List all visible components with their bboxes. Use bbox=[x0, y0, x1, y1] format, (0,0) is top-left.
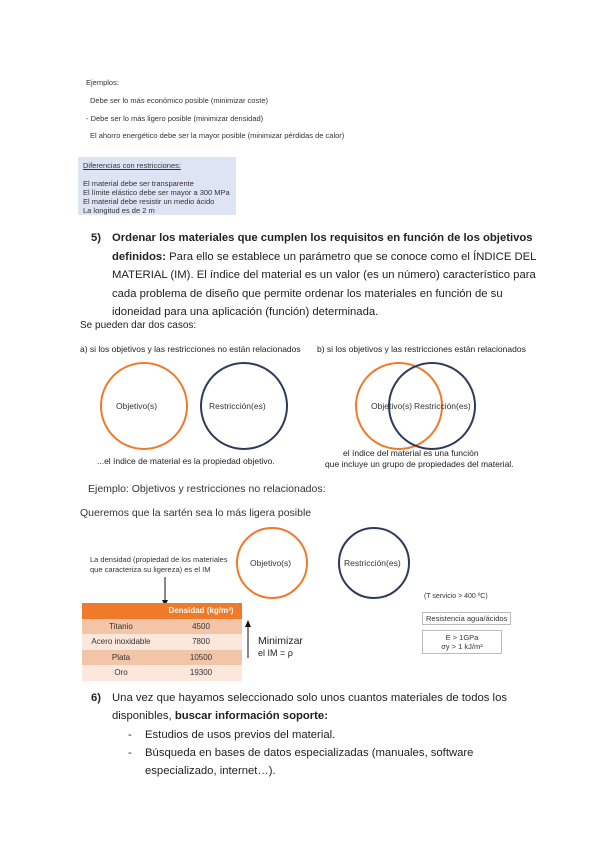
mechanical-restriction bbox=[422, 630, 502, 654]
step5-line: MATERIAL (IM). El índice del material es un valor (es un número) característico para bbox=[112, 269, 536, 281]
table-row bbox=[82, 665, 242, 681]
bullet-item: Búsqueda en bases de datos especializadas (manuales, software bbox=[145, 747, 474, 759]
table-cell: 7800 bbox=[160, 634, 242, 650]
density-note: que caracteriza su ligereza) es el IM bbox=[90, 565, 211, 574]
bullet-dash: - bbox=[128, 729, 132, 741]
restriction-label: Restricción(es) bbox=[209, 401, 266, 411]
table-row bbox=[82, 634, 242, 650]
objective-label: Objetivo(s) bbox=[250, 558, 292, 568]
restrictions-heading: Diferencias con restricciones: bbox=[83, 161, 181, 170]
table-cell: Titanio bbox=[82, 619, 160, 635]
table-cell: 10500 bbox=[160, 650, 242, 666]
restriction-line: El límite elástico debe ser mayor a 300 MPa bbox=[83, 188, 230, 197]
objective-label: Objetivo(s) bbox=[371, 401, 413, 411]
restriction-line: El material debe ser transparente bbox=[83, 179, 194, 188]
case-b-caption: que incluye un grupo de propiedades del material. bbox=[325, 459, 514, 469]
step5-number: 5) bbox=[91, 232, 102, 244]
acid-restriction: Resistencia agua/ácidos bbox=[422, 612, 511, 625]
minimize-label: Minimizar bbox=[258, 635, 303, 647]
mech-line: E > 1GPa bbox=[445, 633, 479, 642]
mech-line: σy > 1 kJ/m² bbox=[441, 642, 483, 651]
objective-label: Objetivo(s) bbox=[116, 401, 158, 411]
bullet-item-continued: especializado, internet…). bbox=[145, 765, 276, 777]
step6-number: 6) bbox=[91, 692, 102, 704]
table-cell: 19300 bbox=[160, 665, 242, 681]
table-row bbox=[82, 619, 242, 635]
step6-line: Una vez que hayamos seleccionado solo unos cuantos materiales de todos los bbox=[112, 692, 507, 704]
step5-line: Para ello se establece un parámetro que se conoce como el ÍNDICE DEL bbox=[165, 250, 537, 263]
case-b-caption: el índice del material es una función bbox=[343, 448, 479, 458]
bullet-item: Estudios de usos previos del material. bbox=[145, 729, 336, 741]
table-cell: Oro bbox=[82, 665, 160, 681]
example-item-weight: - Debe ser lo más ligero posible (minimizar densidad) bbox=[86, 114, 264, 123]
table-row bbox=[82, 650, 242, 666]
example-subtitle: Queremos que la sartén sea lo más ligera posible bbox=[80, 507, 312, 519]
step5-line: Ordenar los materiales que cumplen los requisitos en función de los objetivos bbox=[112, 232, 533, 244]
example-item-cost: Debe ser lo más económico posible (minimizar coste) bbox=[90, 96, 268, 105]
table-header-cell: Densidad (kg/m³) bbox=[160, 603, 242, 619]
temperature-restriction: (T servicio > 400 ºC) bbox=[424, 593, 488, 600]
table-cell: Acero inoxidable bbox=[82, 634, 160, 650]
step6-bold: buscar información soporte: bbox=[174, 710, 328, 722]
cases-intro: Se pueden dar dos casos: bbox=[80, 320, 197, 331]
example-title: Ejemplo: Objetivos y restricciones no relacionados: bbox=[88, 483, 326, 495]
table-header-cell bbox=[82, 603, 160, 619]
example-item-energy: El ahorro energético debe ser la mayor posible (minimizar pérdidas de calor) bbox=[90, 131, 345, 140]
step5-line: idoneidad para una aplicación (función) determinada. bbox=[112, 306, 379, 318]
minimize-formula: el IM = ρ bbox=[258, 648, 293, 658]
minimize-arrowhead bbox=[245, 620, 251, 627]
restriction-line: El material debe resistir un medio ácido bbox=[83, 197, 215, 206]
table-cell: 4500 bbox=[160, 619, 242, 635]
examples-heading: Ejemplos: bbox=[86, 78, 119, 87]
case-a-label: a) si los objetivos y las restricciones no están relacionados bbox=[80, 344, 301, 354]
step5-line: definidos: bbox=[112, 250, 166, 263]
case-a-caption: ...el índice de material es la propiedad objetivo. bbox=[97, 456, 275, 466]
restriction-line: La longitud es de 2 m bbox=[83, 206, 155, 215]
density-note: La densidad (propiedad de los materiales bbox=[90, 555, 228, 564]
bullet-dash: - bbox=[128, 747, 132, 759]
step6-line: disponibles, bbox=[112, 710, 175, 722]
case-b-label: b) si los objetivos y las restricciones están relacionados bbox=[317, 344, 526, 354]
step6-paragraph bbox=[112, 689, 542, 725]
restriction-label: Restricción(es) bbox=[414, 401, 471, 411]
restriction-label: Restricción(es) bbox=[344, 558, 401, 568]
table-cell: Plata bbox=[82, 650, 160, 666]
step5-line: cada problema de diseño que permite ordenar los materiales en función de su bbox=[112, 287, 503, 300]
density-table bbox=[82, 603, 242, 681]
